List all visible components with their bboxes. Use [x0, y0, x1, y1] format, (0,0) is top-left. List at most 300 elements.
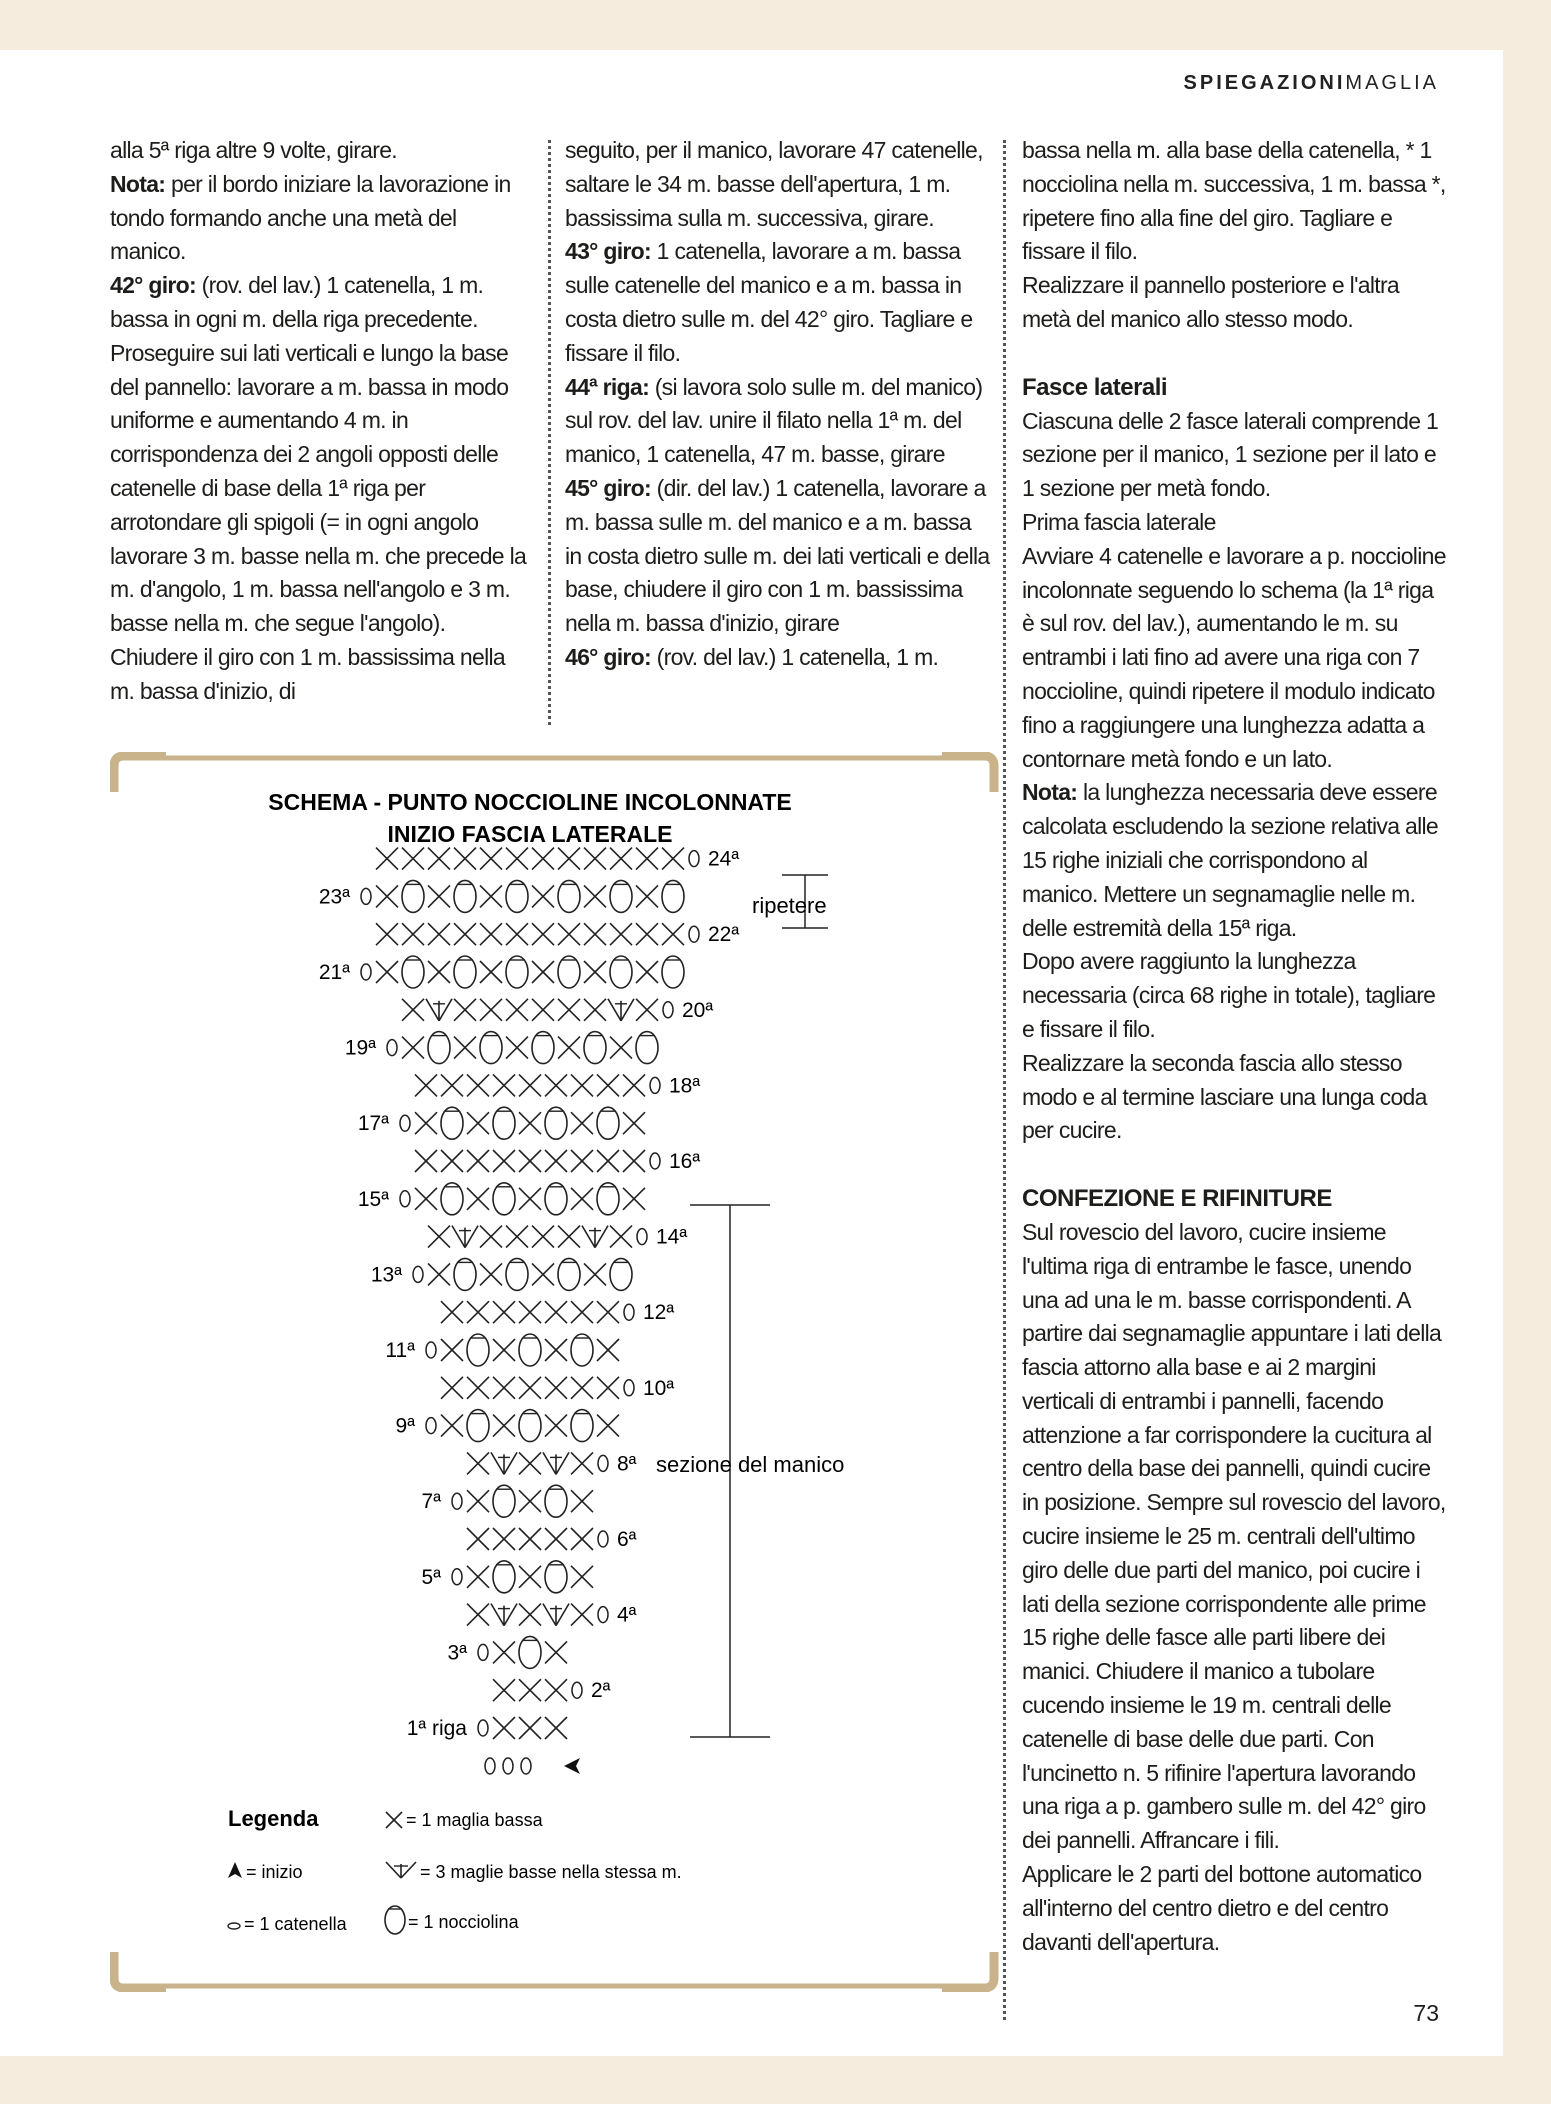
- bobble-mark: [545, 1183, 567, 1215]
- bobble-outline: [610, 880, 632, 912]
- single-crochet-mark: [428, 961, 450, 983]
- bobble-mark: [506, 880, 528, 912]
- single-crochet-mark: [415, 1074, 437, 1096]
- frame-corner-bl: [114, 1952, 166, 1988]
- single-crochet-mark: [610, 1037, 632, 1059]
- single-crochet-mark: [480, 961, 502, 983]
- single-crochet-mark: [480, 923, 502, 945]
- increase-mark: [543, 1452, 569, 1474]
- bobble-mark: [545, 1561, 567, 1593]
- bobble-outline: [545, 1485, 567, 1517]
- row-label: 10ª: [643, 1376, 675, 1400]
- text-column-3: [1022, 134, 1448, 1959]
- single-crochet-mark: [610, 848, 632, 870]
- crochet-chart: [110, 752, 1000, 1992]
- nota-label: Nota:: [1022, 779, 1078, 806]
- single-crochet-mark: [545, 1150, 567, 1172]
- col3-para-1: bassa nella m. alla base della catenella, * 1 nocciolina nella m. successiva, 1 m. bassa *, ripetere fino alla fine del giro. Tagliare e fissare il filo.: [1022, 137, 1446, 265]
- bobble-mark: [571, 1410, 593, 1442]
- single-crochet-mark: [597, 1339, 619, 1361]
- single-crochet-mark: [597, 1150, 619, 1172]
- row-label: 16ª: [669, 1150, 701, 1173]
- bobble-outline: [402, 880, 424, 912]
- legend-ch: = 1 catenella: [244, 1914, 347, 1934]
- single-crochet-mark: [532, 999, 554, 1021]
- stroke: [504, 1604, 517, 1626]
- bobble-mark: [571, 1334, 593, 1366]
- legend-start-icon: [228, 1862, 242, 1878]
- col1-giro-42: [110, 269, 530, 708]
- stroke: [621, 999, 634, 1021]
- bobble-mark: [493, 1183, 515, 1215]
- bobble-mark: [636, 1032, 658, 1064]
- col2-para-1: seguito, per il manico, lavorare 47 catenelle, saltare le 34 m. basse dell'apertura, 1 m. bassissima sulla m. successiva, girare.: [565, 137, 983, 231]
- chain-mark: [413, 1266, 423, 1282]
- single-crochet-mark: [376, 923, 398, 945]
- chain-mark: [689, 926, 699, 942]
- riga-44-text: (si lavora solo sulle m. del manico) sul rov. del lav. unire il filato nella 1ª m. del manico, 1 catenella, 47 m. basse, girare: [565, 373, 983, 468]
- row-label: 22ª: [708, 923, 740, 947]
- stroke: [465, 1226, 478, 1248]
- chain-mark: [426, 1418, 436, 1434]
- bobble-outline: [506, 956, 528, 988]
- single-crochet-mark: [545, 1301, 567, 1323]
- chain-mark: [361, 888, 371, 904]
- chain-mark: [650, 1077, 660, 1093]
- legend-start: = inizio: [246, 1862, 303, 1882]
- bobble-outline: [454, 1258, 476, 1290]
- single-crochet-mark: [415, 1112, 437, 1134]
- row-label: 15ª: [357, 1187, 389, 1211]
- single-crochet-mark: [428, 885, 450, 907]
- single-crochet-mark: [467, 1490, 489, 1512]
- chain-mark: [400, 1191, 410, 1207]
- chain-mark: [598, 1531, 608, 1547]
- stroke: [452, 1226, 465, 1248]
- single-crochet-mark: [506, 1037, 528, 1059]
- increase-mark: [582, 1226, 608, 1248]
- single-crochet-mark: [636, 848, 658, 870]
- col2-giro-45: [565, 472, 990, 641]
- bobble-outline: [571, 1334, 593, 1366]
- increase-mark: [491, 1604, 517, 1626]
- single-crochet-mark: [519, 1452, 541, 1474]
- col1-para-1: alla 5ª riga altre 9 volte, girare.: [110, 137, 397, 163]
- single-crochet-mark: [506, 848, 528, 870]
- bobble-outline: [519, 1410, 541, 1442]
- single-crochet-mark: [545, 1415, 567, 1437]
- bobble-mark: [558, 1258, 580, 1290]
- heading-confezione: CONFEZIONE E RIFINITURE: [1022, 1185, 1332, 1213]
- bobble-outline: [480, 1032, 502, 1064]
- giro-46-label: 46° giro:: [565, 643, 651, 670]
- riga-44-label: 44ª riga:: [565, 373, 650, 400]
- column-divider: [1003, 140, 1006, 2020]
- single-crochet-mark: [467, 1604, 489, 1626]
- single-crochet-mark: [545, 1377, 567, 1399]
- bobble-outline: [506, 880, 528, 912]
- single-crochet-mark: [636, 999, 658, 1021]
- bobble-mark: [519, 1636, 541, 1668]
- stroke: [556, 1604, 569, 1626]
- row-label: 12ª: [643, 1301, 675, 1325]
- single-crochet-mark: [493, 1641, 515, 1663]
- col3-para-2: Realizzare il pannello posteriore e l'altra metà del manico allo stesso modo.: [1022, 272, 1400, 332]
- frame-corner-br: [942, 1952, 994, 1988]
- bobble-outline: [610, 1258, 632, 1290]
- chain-mark: [624, 1304, 634, 1320]
- stroke: [491, 1452, 504, 1474]
- single-crochet-mark: [584, 961, 606, 983]
- chain-mark: [521, 1758, 531, 1774]
- bobble-outline: [493, 1561, 515, 1593]
- chain-mark: [624, 1380, 634, 1396]
- bobble-outline: [545, 1183, 567, 1215]
- single-crochet-mark: [441, 1074, 463, 1096]
- chain-mark: [637, 1229, 647, 1245]
- single-crochet-mark: [636, 885, 658, 907]
- single-crochet-mark: [532, 1226, 554, 1248]
- row-label: 18ª: [669, 1074, 701, 1098]
- chain-mark: [452, 1493, 462, 1509]
- row-label: 7ª: [421, 1490, 441, 1514]
- chain-mark: [663, 1002, 673, 1018]
- nota-label: Nota:: [110, 170, 166, 197]
- bobble-mark: [662, 880, 684, 912]
- bobble-outline: [545, 1107, 567, 1139]
- legend-bobble-icon: [385, 1906, 405, 1934]
- bobble-mark: [584, 1032, 606, 1064]
- bobble-outline: [467, 1334, 489, 1366]
- chain-mark: [361, 964, 371, 980]
- single-crochet-mark: [519, 1301, 541, 1323]
- bobble-mark: [493, 1561, 515, 1593]
- bobble-outline: [558, 1258, 580, 1290]
- chart-title-2: INIZIO FASCIA LATERALE: [387, 821, 673, 847]
- bobble-outline: [467, 1410, 489, 1442]
- single-crochet-mark: [454, 848, 476, 870]
- single-crochet-mark: [571, 1188, 593, 1210]
- single-crochet-mark: [467, 1188, 489, 1210]
- page-header: [1184, 72, 1439, 95]
- bobble-mark: [610, 956, 632, 988]
- giro-42-text: (rov. del lav.) 1 catenella, 1 m. bassa in ogni m. della riga precedente. Proseguire sui lati verticali e lungo la base del pannello: lavorare a m. bassa in modo uniforme e aumentando 4 m. in corrispondenza dei 2 angoli opposti delle catenelle di base della 1ª riga per arrotondare gli spigoli (= in ogni angolo lavorare 3 m. basse nella m. che precede la m. d'angolo, 1 m. bassa nell'angolo e 3 m. basse nella m. che segue l'angolo). Chiudere il giro con 1 m. bassissima nella m. bassa d'inizio, di: [110, 272, 527, 704]
- single-crochet-mark: [597, 1301, 619, 1323]
- bobble-mark: [597, 1107, 619, 1139]
- bobble-outline: [506, 1258, 528, 1290]
- single-crochet-mark: [584, 999, 606, 1021]
- single-crochet-mark: [610, 923, 632, 945]
- chain-mark: [478, 1720, 488, 1736]
- col2-giro-43: [565, 235, 990, 370]
- row-label: 24ª: [708, 847, 740, 871]
- bobble-mark: [610, 880, 632, 912]
- single-crochet-mark: [480, 848, 502, 870]
- single-crochet-mark: [545, 1641, 567, 1663]
- bobble-outline: [493, 1183, 515, 1215]
- single-crochet-mark: [493, 1150, 515, 1172]
- stroke: [426, 999, 439, 1021]
- single-crochet-mark: [597, 1415, 619, 1437]
- bobble-outline: [441, 1183, 463, 1215]
- single-crochet-mark: [532, 923, 554, 945]
- row-labels: [319, 848, 739, 1740]
- legend-inc-icon: [386, 1862, 416, 1878]
- bobble-outline: [597, 1107, 619, 1139]
- bobble-outline: [402, 956, 424, 988]
- single-crochet-mark: [467, 1452, 489, 1474]
- legend-bobble: = 1 nocciolina: [408, 1912, 519, 1932]
- single-crochet-mark: [584, 885, 606, 907]
- single-crochet-mark: [519, 1377, 541, 1399]
- single-crochet-mark: [467, 1566, 489, 1588]
- single-crochet-mark: [597, 1377, 619, 1399]
- single-crochet-mark: [415, 1150, 437, 1172]
- magazine-page: [0, 50, 1503, 2056]
- legend-ch-icon: [228, 1923, 240, 1929]
- bobble-mark: [402, 880, 424, 912]
- single-crochet-mark: [519, 1188, 541, 1210]
- single-crochet-mark: [519, 1528, 541, 1550]
- bobble-mark: [493, 1107, 515, 1139]
- bobble-outline: [493, 1485, 515, 1517]
- stroke: [543, 1452, 556, 1474]
- single-crochet-mark: [623, 1074, 645, 1096]
- single-crochet-mark: [493, 1339, 515, 1361]
- bobble-outline: [454, 880, 476, 912]
- giro-43-label: 43° giro:: [565, 238, 651, 265]
- bobble-outline: [662, 880, 684, 912]
- single-crochet-mark: [545, 1717, 567, 1739]
- bobble-outline: [558, 880, 580, 912]
- row-label: 21ª: [318, 961, 350, 984]
- col3-para-6: Dopo avere raggiunto la lunghezza necessaria (circa 68 righe in totale), tagliare e fissare il filo.: [1022, 948, 1436, 1042]
- col1-nota: [110, 168, 530, 269]
- stroke: [439, 999, 452, 1021]
- bobble-mark: [454, 956, 476, 988]
- giro-45-text: (dir. del lav.) 1 catenella, lavorare a m. bassa sulle m. del manico e a m. bassa in costa dietro sulle m. dei lati verticali e della base, chiudere il giro con 1 m. bassissima nella m. bassa d'inizio, girare: [565, 474, 990, 637]
- single-crochet-mark: [376, 961, 398, 983]
- single-crochet-mark: [571, 1452, 593, 1474]
- nota-text: la lunghezza necessaria deve essere calcolata escludendo la sezione relativa alle 15 righe iniziali che corrispondono al manico. Mettere un segnamaglie nelle m. delle estremità della 15ª riga.: [1022, 779, 1439, 941]
- bobble-outline: [597, 1183, 619, 1215]
- single-crochet-mark: [545, 1679, 567, 1701]
- single-crochet-mark: [597, 1074, 619, 1096]
- increase-mark: [608, 999, 634, 1021]
- increase-mark: [452, 1226, 478, 1248]
- frame-corner-tr: [942, 756, 994, 792]
- single-crochet-mark: [519, 1490, 541, 1512]
- bobble-mark: [532, 1032, 554, 1064]
- single-crochet-mark: [636, 923, 658, 945]
- bobble-mark: [467, 1410, 489, 1442]
- single-crochet-mark: [571, 1490, 593, 1512]
- bobble-outline: [519, 1636, 541, 1668]
- header-section-right: MAGLIA: [1345, 72, 1439, 94]
- bobble-mark: [558, 956, 580, 988]
- bobble-outline: [584, 1032, 606, 1064]
- stroke: [582, 1226, 595, 1248]
- single-crochet-mark: [506, 999, 528, 1021]
- stroke: [595, 1226, 608, 1248]
- single-crochet-mark: [441, 1150, 463, 1172]
- col3-para-7: Realizzare la seconda fascia allo stesso modo e al termine lasciare una lunga coda per cucire.: [1022, 1049, 1427, 1144]
- col3-para-8: Sul rovescio del lavoro, cucire insieme l'ultima riga di entrambe le fasce, unendo una ad una le m. basse corrispondenti. A partire dai segnamaglie appuntare i lati della fascia attorno alla base e ai 2 margini verticali di entrambi i pannelli, facendo attenzione a far corrispondere la cucitura al centro della base dei pannelli, quindi cucire in posizione. Sempre sul rovescio del lavoro, cucire insieme le 25 m. centrali dell'ultimo giro delle due parti del manico, poi cucire i lati della sezione corrispondente alle prime 15 righe delle fasce alle parti libere dei manici. Chiudere il manico a tubolare cucendo insieme le 19 m. centrali delle catenelle di base delle due parti. Con l'uncinetto n. 5 rifinire l'apertura lavorando una riga a p. gambero sulle m. del 42° giro dei pannelli. Affrancare i fili.: [1022, 1218, 1446, 1854]
- heading-fasce-laterali: Fasce laterali: [1022, 373, 1168, 401]
- bobble-outline: [558, 956, 580, 988]
- single-crochet-mark: [415, 1188, 437, 1210]
- legend-inc: = 3 maglie basse nella stessa m.: [420, 1862, 682, 1882]
- bobble-outline: [532, 1032, 554, 1064]
- row-label: 19ª: [344, 1036, 376, 1060]
- col2-riga-44: [565, 371, 990, 472]
- single-crochet-mark: [428, 1263, 450, 1285]
- single-crochet-mark: [558, 999, 580, 1021]
- single-crochet-mark: [467, 1377, 489, 1399]
- bobble-mark: [493, 1485, 515, 1517]
- header-section-left: SPIEGAZIONI: [1183, 72, 1346, 94]
- single-crochet-mark: [506, 1226, 528, 1248]
- single-crochet-mark: [467, 1074, 489, 1096]
- row-label: 23ª: [318, 885, 350, 909]
- single-crochet-mark: [480, 1263, 502, 1285]
- single-crochet-mark: [441, 1415, 463, 1437]
- single-crochet-mark: [441, 1377, 463, 1399]
- row-label: 2ª: [591, 1679, 611, 1703]
- single-crochet-mark: [467, 1150, 489, 1172]
- single-crochet-mark: [519, 1150, 541, 1172]
- chain-mark: [572, 1682, 582, 1698]
- single-crochet-mark: [571, 1150, 593, 1172]
- frame-corner-tl: [114, 756, 166, 792]
- single-crochet-mark: [402, 1037, 424, 1059]
- giro-43-text: 1 catenella, lavorare a m. bassa sulle catenelle del manico e a m. bassa in costa dietro sulle m. del 42° giro. Tagliare e fissare il filo.: [565, 238, 973, 366]
- single-crochet-mark: [493, 1301, 515, 1323]
- single-crochet-mark: [519, 1679, 541, 1701]
- bobble-mark: [454, 880, 476, 912]
- col3-para-9: Applicare le 2 parti del bottone automatico all'interno del centro dietro e del centro davanti dell'apertura.: [1022, 1861, 1422, 1955]
- row-label: 20ª: [682, 998, 714, 1022]
- single-crochet-mark: [623, 1150, 645, 1172]
- row-label: 14ª: [656, 1225, 688, 1249]
- single-crochet-mark: [454, 923, 476, 945]
- legend: [228, 1806, 682, 1934]
- bobble-outline: [636, 1032, 658, 1064]
- chain-mark: [387, 1040, 397, 1056]
- single-crochet-mark: [428, 1226, 450, 1248]
- single-crochet-mark: [519, 1074, 541, 1096]
- col3-para-4: Prima fascia laterale: [1022, 508, 1216, 535]
- single-crochet-mark: [428, 923, 450, 945]
- bobble-mark: [545, 1107, 567, 1139]
- stroke: [556, 1452, 569, 1474]
- single-crochet-mark: [545, 1074, 567, 1096]
- single-crochet-mark: [402, 923, 424, 945]
- single-crochet-mark: [532, 848, 554, 870]
- giro-46-text: (rov. del lav.) 1 catenella, 1 m.: [650, 643, 939, 670]
- bobble-outline: [571, 1410, 593, 1442]
- chart-frame: [114, 756, 994, 1988]
- nota-text: per il bordo iniziare la lavorazione in tondo formando anche una metà del manico.: [110, 170, 511, 265]
- bobble-outline: [519, 1334, 541, 1366]
- single-crochet-mark: [571, 1528, 593, 1550]
- bobble-mark: [402, 956, 424, 988]
- bobble-mark: [610, 1258, 632, 1290]
- row-label: 8ª: [617, 1452, 637, 1476]
- row-label: 4ª: [617, 1603, 637, 1627]
- single-crochet-mark: [558, 1226, 580, 1248]
- single-crochet-mark: [662, 848, 684, 870]
- bobble-mark: [441, 1107, 463, 1139]
- chain-mark: [485, 1758, 495, 1774]
- stroke: [543, 1604, 556, 1626]
- single-crochet-mark: [532, 961, 554, 983]
- row-label: 3ª: [447, 1641, 467, 1665]
- column-divider: [548, 140, 551, 725]
- single-crochet-mark: [610, 1226, 632, 1248]
- stroke: [491, 1604, 504, 1626]
- single-crochet-mark: [545, 1339, 567, 1361]
- single-crochet-mark: [584, 848, 606, 870]
- single-crochet-mark: [584, 923, 606, 945]
- chain-mark: [478, 1644, 488, 1660]
- bobble-mark: [480, 1032, 502, 1064]
- single-crochet-mark: [571, 1074, 593, 1096]
- single-crochet-mark: [376, 848, 398, 870]
- giro-45-label: 45° giro:: [565, 474, 651, 501]
- bobble-mark: [519, 1334, 541, 1366]
- bobble-mark: [506, 956, 528, 988]
- col3-nota: [1022, 776, 1448, 945]
- single-crochet-mark: [480, 885, 502, 907]
- start-arrow: [564, 1758, 580, 1774]
- single-crochet-mark: [376, 885, 398, 907]
- single-crochet-mark: [493, 1528, 515, 1550]
- bobble-outline: [428, 1032, 450, 1064]
- increase-mark: [543, 1604, 569, 1626]
- single-crochet-mark: [584, 1263, 606, 1285]
- repeat-label: ripetere: [752, 893, 827, 918]
- single-crochet-mark: [441, 1301, 463, 1323]
- single-crochet-mark: [571, 1377, 593, 1399]
- single-crochet-mark: [467, 1301, 489, 1323]
- stroke: [504, 1452, 517, 1474]
- bobble-mark: [428, 1032, 450, 1064]
- single-crochet-mark: [493, 1074, 515, 1096]
- bobble-mark: [441, 1183, 463, 1215]
- row-label: 11ª: [385, 1339, 415, 1362]
- single-crochet-mark: [519, 1112, 541, 1134]
- single-crochet-mark: [467, 1112, 489, 1134]
- page-number: 73: [1413, 2000, 1439, 2026]
- chart-title-1: SCHEMA - PUNTO NOCCIOLINE INCOLONNATE: [268, 789, 792, 815]
- single-crochet-mark: [467, 1528, 489, 1550]
- col2-giro-46: [565, 641, 990, 675]
- bobble-outline: [610, 956, 632, 988]
- single-crochet-mark: [493, 1717, 515, 1739]
- single-crochet-mark: [558, 923, 580, 945]
- text-column-1: [110, 134, 530, 709]
- col3-para-5: Avviare 4 catenelle e lavorare a p. noccioline incolonnate seguendo lo schema (la 1ª riga è sul rov. del lav.), aumentando le m. su entrambi i lati fino ad avere una riga con 7 noccioline, quindi ripetere il modulo indicato fino a raggiungere una lunghezza adatta a contornare metà fondo e un lato.: [1022, 542, 1446, 772]
- bobble-mark: [597, 1183, 619, 1215]
- legend-title: Legenda: [228, 1806, 319, 1831]
- bobble-mark: [558, 880, 580, 912]
- bobble-mark: [454, 1258, 476, 1290]
- handle-label: sezione del manico: [656, 1452, 845, 1477]
- single-crochet-mark: [454, 1037, 476, 1059]
- row-label: 6ª: [617, 1528, 637, 1551]
- col3-para-3: Ciascuna delle 2 fasce laterali comprende 1 sezione per il manico, 1 sezione per il lato e 1 sezione per metà fondo.: [1022, 407, 1439, 502]
